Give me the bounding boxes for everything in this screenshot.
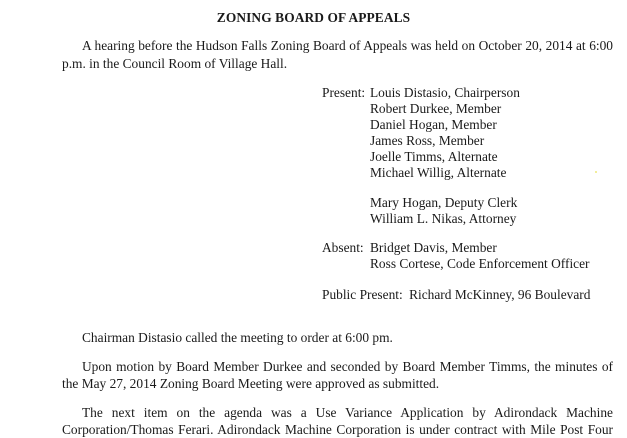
scan-speck: [595, 171, 597, 173]
absent-label: Absent:: [322, 240, 364, 255]
public-present-line: [322, 286, 590, 303]
present-member: Robert Durkee, Member: [370, 101, 502, 116]
public-present-name: Richard McKinney, 96 Boulevard: [409, 287, 591, 302]
intro-line-2: p.m. in the Council Room of Village Hall.: [62, 56, 288, 71]
present-staff: Mary Hogan, Deputy Clerk: [370, 195, 518, 210]
minutes-motion-line-1: Upon motion by Board Member Durkee and seconded by Board Member Timms, the minutes of: [82, 359, 613, 374]
intro-line-1: A hearing before the Hudson Falls Zoning Board of Appeals was held on October 20, 2014 at 6:00: [82, 38, 613, 53]
document-title: ZONING BOARD OF APPEALS: [216, 10, 411, 25]
next-item-line-2: Corporation/Thomas Ferari. Adirondack Machine Corporation is under contract with Mile Post Four: [62, 422, 613, 437]
present-member: Michael Willig, Alternate: [370, 165, 507, 180]
absent-member: Ross Cortese, Code Enforcement Officer: [370, 256, 590, 271]
present-member: Daniel Hogan, Member: [370, 117, 497, 132]
public-present-label: Public Present:: [322, 287, 403, 302]
absent-member: Bridget Davis, Member: [370, 240, 497, 255]
present-staff: William L. Nikas, Attorney: [370, 211, 517, 226]
present-member: James Ross, Member: [370, 133, 485, 148]
present-label: Present:: [322, 85, 366, 100]
present-member: Louis Distasio, Chairperson: [370, 85, 520, 100]
present-member: Joelle Timms, Alternate: [370, 149, 498, 164]
next-item-line-1: The next item on the agenda was a Use Variance Application by Adirondack Machine: [82, 405, 613, 420]
call-to-order: Chairman Distasio called the meeting to order at 6:00 pm.: [82, 330, 393, 345]
minutes-motion-line-2: the May 27, 2014 Zoning Board Meeting were approved as submitted.: [62, 376, 440, 391]
